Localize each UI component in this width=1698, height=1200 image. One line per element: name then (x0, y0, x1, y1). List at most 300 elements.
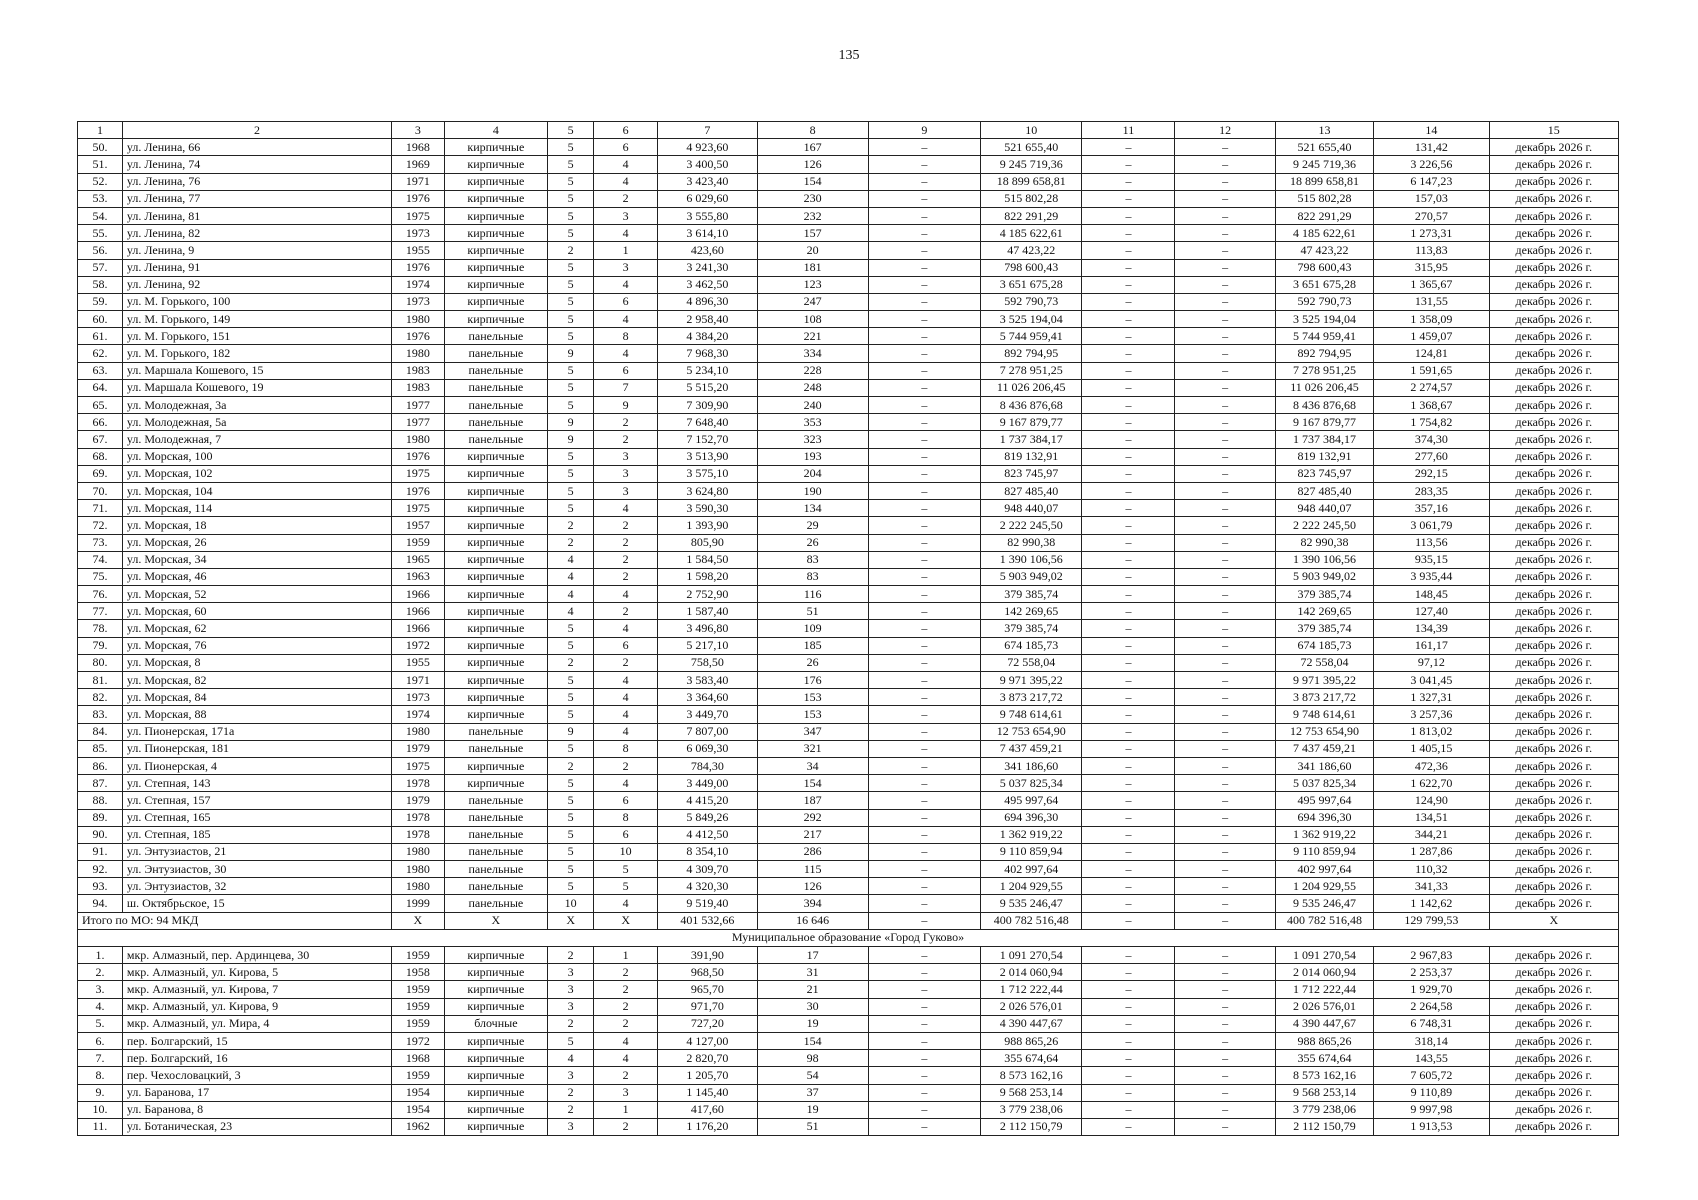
dash: – (1175, 740, 1275, 757)
cost: 3 873 217,72 (980, 689, 1082, 706)
table-row (78, 1067, 1619, 1084)
dash: – (1175, 1067, 1275, 1084)
dash: – (868, 826, 980, 843)
residents: 347 (757, 723, 868, 740)
cost: 5 744 959,41 (980, 328, 1082, 345)
row-number: 3. (78, 981, 123, 998)
floors: 5 (548, 740, 594, 757)
dash: – (868, 500, 980, 517)
year-built: 1975 (392, 500, 444, 517)
dash: – (1082, 1118, 1175, 1135)
row-number: 82. (78, 689, 123, 706)
residents: 20 (757, 242, 868, 259)
row-number: 72. (78, 517, 123, 534)
residents: 51 (757, 1118, 868, 1135)
floors: 3 (548, 998, 594, 1015)
dash: – (1175, 534, 1275, 551)
residents: 394 (757, 895, 868, 912)
area: 784,30 (658, 757, 757, 774)
deadline: декабрь 2026 г. (1489, 689, 1618, 706)
cost-per-unit: 1 591,65 (1374, 362, 1489, 379)
floors: 2 (548, 654, 594, 671)
area: 391,90 (658, 947, 757, 964)
entrances: 4 (594, 173, 658, 190)
cost: 82 990,38 (980, 534, 1082, 551)
entrances: 3 (594, 259, 658, 276)
cost-total: 515 802,28 (1275, 190, 1373, 207)
entrances: 4 (594, 689, 658, 706)
entrances: 8 (594, 740, 658, 757)
wall-material: панельные (444, 362, 548, 379)
entrances: 2 (594, 1118, 658, 1135)
dash: – (1175, 843, 1275, 860)
cost-total: 5 744 959,41 (1275, 328, 1373, 345)
dash: – (868, 1118, 980, 1135)
area: 3 496,80 (658, 620, 757, 637)
dash: – (868, 878, 980, 895)
cost-per-unit: 113,56 (1374, 534, 1489, 551)
dash: – (868, 534, 980, 551)
cost-per-unit: 2 967,83 (1374, 947, 1489, 964)
dash: – (868, 242, 980, 259)
entrances: 4 (594, 225, 658, 242)
residents: 26 (757, 534, 868, 551)
residents: 123 (757, 276, 868, 293)
cost-total: 82 990,38 (1275, 534, 1373, 551)
deadline: декабрь 2026 г. (1489, 362, 1618, 379)
cost-per-unit: 131,42 (1374, 139, 1489, 156)
dash: – (1082, 156, 1175, 173)
residents: 321 (757, 740, 868, 757)
row-number: 67. (78, 431, 123, 448)
dash: – (1175, 328, 1275, 345)
cost-total: 142 269,65 (1275, 603, 1373, 620)
wall-material: панельные (444, 843, 548, 860)
column-number: 6 (594, 122, 658, 139)
year-built: 1975 (392, 465, 444, 482)
address: пер. Болгарский, 15 (122, 1032, 391, 1049)
area: 3 590,30 (658, 500, 757, 517)
dash: – (1082, 964, 1175, 981)
year-built: 1959 (392, 981, 444, 998)
dash: – (1082, 895, 1175, 912)
dash: – (1175, 1101, 1275, 1118)
cost-per-unit: 131,55 (1374, 293, 1489, 310)
dash: – (868, 276, 980, 293)
wall-material: кирпичные (444, 1101, 548, 1118)
area: 3 583,40 (658, 672, 757, 689)
cost-per-unit: 9 110,89 (1374, 1084, 1489, 1101)
address: ул. Молодежная, 7 (122, 431, 391, 448)
area: 4 127,00 (658, 1032, 757, 1049)
year-built: 1958 (392, 964, 444, 981)
dash: – (868, 1101, 980, 1118)
residents: 248 (757, 379, 868, 396)
year-built: 1959 (392, 1015, 444, 1032)
cost-total: 823 745,97 (1275, 465, 1373, 482)
cost-total: 819 132,91 (1275, 448, 1373, 465)
dash: – (868, 620, 980, 637)
cost: 521 655,40 (980, 139, 1082, 156)
deadline: декабрь 2026 г. (1489, 947, 1618, 964)
dash: – (1082, 448, 1175, 465)
cost: 9 535 246,47 (980, 895, 1082, 912)
cost: 4 390 447,67 (980, 1015, 1082, 1032)
area: 3 614,10 (658, 225, 757, 242)
floors: 5 (548, 207, 594, 224)
cost-total: 9 971 395,22 (1275, 672, 1373, 689)
deadline: декабрь 2026 г. (1489, 345, 1618, 362)
dash: – (1082, 689, 1175, 706)
dash: – (1082, 1084, 1175, 1101)
residents: 83 (757, 568, 868, 585)
year-built: 1977 (392, 414, 444, 431)
column-number: 12 (1175, 122, 1275, 139)
cost-per-unit: 1 365,67 (1374, 276, 1489, 293)
entrances: 3 (594, 465, 658, 482)
dash: – (1175, 448, 1275, 465)
area: 6 029,60 (658, 190, 757, 207)
dash: – (868, 895, 980, 912)
entrances: 4 (594, 723, 658, 740)
deadline: декабрь 2026 г. (1489, 139, 1618, 156)
column-number-row (78, 122, 1619, 139)
total-label: Итого по МО: 94 МКД (78, 912, 392, 929)
address: ул. Степная, 157 (122, 792, 391, 809)
address: ул. Морская, 34 (122, 551, 391, 568)
cost-total: 18 899 658,81 (1275, 173, 1373, 190)
area: 1 598,20 (658, 568, 757, 585)
table-row (78, 311, 1619, 328)
year-built: 1976 (392, 328, 444, 345)
floors: 9 (548, 414, 594, 431)
dash: – (868, 672, 980, 689)
deadline: декабрь 2026 г. (1489, 757, 1618, 774)
cost: 1 390 106,56 (980, 551, 1082, 568)
area: 1 176,20 (658, 1118, 757, 1135)
total-x: X (392, 912, 444, 929)
table-row (78, 362, 1619, 379)
dash: – (868, 362, 980, 379)
deadline: декабрь 2026 г. (1489, 397, 1618, 414)
dash: – (1082, 740, 1175, 757)
address: мкр. Алмазный, ул. Кирова, 5 (122, 964, 391, 981)
area: 2 958,40 (658, 311, 757, 328)
cost-total: 1 737 384,17 (1275, 431, 1373, 448)
row-number: 92. (78, 861, 123, 878)
table-row (78, 809, 1619, 826)
cost: 7 278 951,25 (980, 362, 1082, 379)
area: 3 449,70 (658, 706, 757, 723)
dash: – (1082, 1101, 1175, 1118)
wall-material: панельные (444, 792, 548, 809)
deadline: декабрь 2026 г. (1489, 431, 1618, 448)
dash: – (868, 964, 980, 981)
cost: 3 651 675,28 (980, 276, 1082, 293)
cost: 9 568 253,14 (980, 1084, 1082, 1101)
wall-material: кирпичные (444, 1067, 548, 1084)
entrances: 6 (594, 293, 658, 310)
row-number: 91. (78, 843, 123, 860)
floors: 5 (548, 328, 594, 345)
cost: 7 437 459,21 (980, 740, 1082, 757)
deadline: декабрь 2026 г. (1489, 964, 1618, 981)
address: ул. Морская, 88 (122, 706, 391, 723)
dash: – (1175, 878, 1275, 895)
area: 4 412,50 (658, 826, 757, 843)
cost-per-unit: 6 147,23 (1374, 173, 1489, 190)
wall-material: кирпичные (444, 603, 548, 620)
cost: 1 712 222,44 (980, 981, 1082, 998)
wall-material: блочные (444, 1015, 548, 1032)
dash: – (1175, 414, 1275, 431)
entrances: 2 (594, 431, 658, 448)
cost-total: 9 568 253,14 (1275, 1084, 1373, 1101)
table-row (78, 259, 1619, 276)
dash: – (1082, 207, 1175, 224)
dash: – (868, 156, 980, 173)
wall-material: кирпичные (444, 654, 548, 671)
deadline: декабрь 2026 г. (1489, 293, 1618, 310)
row-number: 61. (78, 328, 123, 345)
floors: 5 (548, 362, 594, 379)
table-row (78, 878, 1619, 895)
column-number: 7 (658, 122, 757, 139)
address: ул. Баранова, 8 (122, 1101, 391, 1118)
cost-per-unit: 127,40 (1374, 603, 1489, 620)
entrances: 1 (594, 1101, 658, 1118)
deadline: декабрь 2026 г. (1489, 672, 1618, 689)
address: ул. Пионерская, 171а (122, 723, 391, 740)
floors: 2 (548, 242, 594, 259)
area: 2 752,90 (658, 586, 757, 603)
wall-material: панельные (444, 878, 548, 895)
address: ул. Энтузиастов, 30 (122, 861, 391, 878)
row-number: 74. (78, 551, 123, 568)
cost-total: 402 997,64 (1275, 861, 1373, 878)
cost: 2 112 150,79 (980, 1118, 1082, 1135)
deadline: декабрь 2026 г. (1489, 775, 1618, 792)
wall-material: кирпичные (444, 517, 548, 534)
residents: 154 (757, 1032, 868, 1049)
dash: – (868, 586, 980, 603)
residents: 353 (757, 414, 868, 431)
dash: – (868, 207, 980, 224)
residents: 167 (757, 139, 868, 156)
deadline: декабрь 2026 г. (1489, 981, 1618, 998)
table-row (78, 706, 1619, 723)
wall-material: кирпичные (444, 534, 548, 551)
entrances: 4 (594, 276, 658, 293)
entrances: 2 (594, 998, 658, 1015)
cost: 3 525 194,04 (980, 311, 1082, 328)
entrances: 7 (594, 379, 658, 396)
cost-total: 7 278 951,25 (1275, 362, 1373, 379)
cost-total: 674 185,73 (1275, 637, 1373, 654)
total-x: X (444, 912, 548, 929)
cost-per-unit: 134,39 (1374, 620, 1489, 637)
total-residents: 16 646 (757, 912, 868, 929)
year-built: 1973 (392, 225, 444, 242)
address: ул. Ленина, 92 (122, 276, 391, 293)
cost-per-unit: 2 274,57 (1374, 379, 1489, 396)
dash: – (1175, 826, 1275, 843)
year-built: 1980 (392, 723, 444, 740)
address: ул. Ленина, 9 (122, 242, 391, 259)
floors: 2 (548, 1015, 594, 1032)
year-built: 1980 (392, 311, 444, 328)
floors: 5 (548, 826, 594, 843)
wall-material: кирпичные (444, 1050, 548, 1067)
deadline: декабрь 2026 г. (1489, 1084, 1618, 1101)
wall-material: кирпичные (444, 225, 548, 242)
wall-material: панельные (444, 431, 548, 448)
table-row (78, 482, 1619, 499)
table-row (78, 156, 1619, 173)
year-built: 1962 (392, 1118, 444, 1135)
cost-total: 9 535 246,47 (1275, 895, 1373, 912)
area: 3 624,80 (658, 482, 757, 499)
dash: – (868, 775, 980, 792)
wall-material: кирпичные (444, 156, 548, 173)
year-built: 1973 (392, 689, 444, 706)
address: мкр. Алмазный, ул. Кирова, 9 (122, 998, 391, 1015)
cost-per-unit: 161,17 (1374, 637, 1489, 654)
table-row (78, 826, 1619, 843)
cost: 5 037 825,34 (980, 775, 1082, 792)
cost: 948 440,07 (980, 500, 1082, 517)
dash: – (1175, 190, 1275, 207)
entrances: 9 (594, 397, 658, 414)
total-x: X (594, 912, 658, 929)
cost-per-unit: 6 748,31 (1374, 1015, 1489, 1032)
cost: 495 997,64 (980, 792, 1082, 809)
area: 805,90 (658, 534, 757, 551)
dash: – (1175, 225, 1275, 242)
dash: – (1082, 620, 1175, 637)
entrances: 2 (594, 654, 658, 671)
dash: – (1175, 242, 1275, 259)
page-number: 135 (838, 48, 860, 63)
address: ул. Ленина, 82 (122, 225, 391, 242)
area: 4 320,30 (658, 878, 757, 895)
residents: 157 (757, 225, 868, 242)
cost: 2 014 060,94 (980, 964, 1082, 981)
entrances: 5 (594, 878, 658, 895)
entrances: 2 (594, 568, 658, 585)
table-row (78, 500, 1619, 517)
total-cost-total: 400 782 516,48 (1275, 912, 1373, 929)
floors: 5 (548, 689, 594, 706)
residents: 126 (757, 156, 868, 173)
dash: – (1175, 654, 1275, 671)
floors: 5 (548, 173, 594, 190)
table-row (78, 1015, 1619, 1032)
year-built: 1976 (392, 259, 444, 276)
row-number: 54. (78, 207, 123, 224)
address: ул. Степная, 165 (122, 809, 391, 826)
dash: – (1082, 500, 1175, 517)
dash: – (868, 397, 980, 414)
table-row (78, 586, 1619, 603)
cost: 4 185 622,61 (980, 225, 1082, 242)
row-number: 79. (78, 637, 123, 654)
floors: 3 (548, 964, 594, 981)
area: 968,50 (658, 964, 757, 981)
table-row (78, 1032, 1619, 1049)
wall-material: панельные (444, 345, 548, 362)
year-built: 1972 (392, 637, 444, 654)
deadline: декабрь 2026 г. (1489, 1067, 1618, 1084)
deadline: декабрь 2026 г. (1489, 1118, 1618, 1135)
cost-total: 2 112 150,79 (1275, 1118, 1373, 1135)
table-row (78, 998, 1619, 1015)
deadline: декабрь 2026 г. (1489, 190, 1618, 207)
floors: 5 (548, 620, 594, 637)
residents: 190 (757, 482, 868, 499)
floors: 3 (548, 1067, 594, 1084)
residents: 34 (757, 757, 868, 774)
area: 7 152,70 (658, 431, 757, 448)
deadline: декабрь 2026 г. (1489, 551, 1618, 568)
table-row (78, 379, 1619, 396)
dash: – (868, 517, 980, 534)
deadline: декабрь 2026 г. (1489, 500, 1618, 517)
entrances: 4 (594, 311, 658, 328)
floors: 5 (548, 397, 594, 414)
entrances: 1 (594, 947, 658, 964)
cost: 592 790,73 (980, 293, 1082, 310)
entrances: 2 (594, 1015, 658, 1032)
address: ул. Морская, 62 (122, 620, 391, 637)
cost-total: 892 794,95 (1275, 345, 1373, 362)
floors: 3 (548, 981, 594, 998)
cost-total: 2 222 245,50 (1275, 517, 1373, 534)
deadline: декабрь 2026 г. (1489, 654, 1618, 671)
dash: – (1082, 431, 1175, 448)
column-number: 13 (1275, 122, 1373, 139)
year-built: 1980 (392, 861, 444, 878)
address: пер. Болгарский, 16 (122, 1050, 391, 1067)
area: 3 462,50 (658, 276, 757, 293)
cost: 819 132,91 (980, 448, 1082, 465)
row-number: 86. (78, 757, 123, 774)
dash: – (1175, 689, 1275, 706)
address: ул. Морская, 26 (122, 534, 391, 551)
total-x: X (548, 912, 594, 929)
residents: 334 (757, 345, 868, 362)
table-row (78, 568, 1619, 585)
wall-material: панельные (444, 414, 548, 431)
entrances: 2 (594, 603, 658, 620)
table-row (78, 465, 1619, 482)
wall-material: кирпичные (444, 139, 548, 156)
dash: – (1082, 861, 1175, 878)
dash: – (1175, 1118, 1275, 1135)
cost-per-unit: 3 041,45 (1374, 672, 1489, 689)
area: 3 449,00 (658, 775, 757, 792)
cost-total: 5 037 825,34 (1275, 775, 1373, 792)
area: 3 364,60 (658, 689, 757, 706)
entrances: 2 (594, 964, 658, 981)
dash: – (868, 551, 980, 568)
dash: – (1082, 603, 1175, 620)
row-number: 73. (78, 534, 123, 551)
total-x: X (1489, 912, 1618, 929)
floors: 10 (548, 895, 594, 912)
address: мкр. Алмазный, ул. Кирова, 7 (122, 981, 391, 998)
cost-total: 379 385,74 (1275, 586, 1373, 603)
